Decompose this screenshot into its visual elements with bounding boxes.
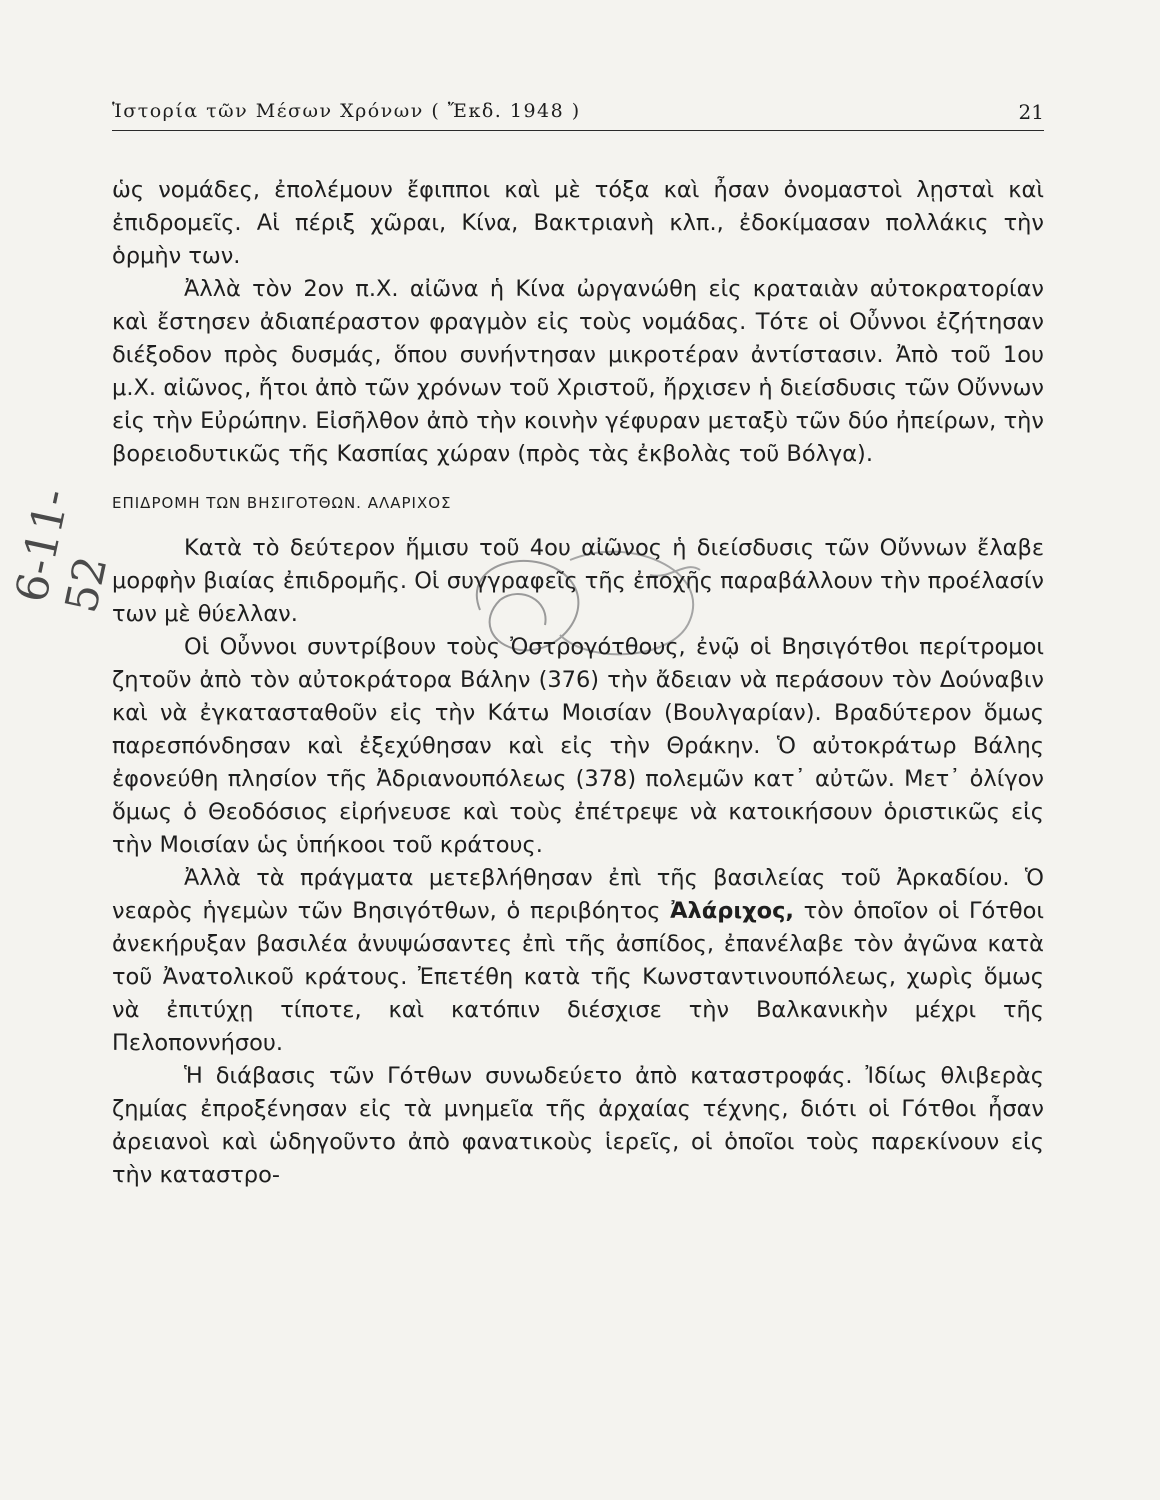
- paragraph: Ἡ διάβασις τῶν Γότθων συνωδεύετο ἀπὸ καταστροφάς. Ἰδίως θλιβερὰς ζημίας ἐπροξένησαν εἰς τὰ μνημεῖα τῆς ἀρχαίας τέχνης, διότι οἱ Γότθοι ἦσαν ἀρειανοὶ καὶ ὡδηγοῦντο ἀπὸ φανατικοὺς ἱερεῖς, οἱ ὁποῖοι τοὺς παρεκίνουν εἰς τὴν καταστρο-: [112, 1063, 1044, 1188]
- running-header: [112, 96, 1044, 131]
- paragraph: ὡς νομάδες, ἐπολέμουν ἔφιπποι καὶ μὲ τόξα καὶ ἦσαν ὀνομαστοὶ λῃσταὶ καὶ ἐπιδρομεῖς. Αἱ πέριξ χῶραι, Κίνα, Βακτριανὴ κλπ., ἐδοκίμασαν πολλάκις τὴν ὁρμὴν των.: [112, 177, 1044, 269]
- section-heading: ΕΠΙΔΡΟΜΗ ΤΩΝ ΒΗΣΙΓΟΤΘΩΝ. ΑΛΑΡΙΧΟΣ: [112, 494, 452, 512]
- page-number: 21: [1018, 100, 1044, 124]
- paragraph: Οἱ Οὖννοι συντρίβουν τοὺς Ὀστρογότθους, ἐνῷ οἱ Βησιγότθοι περίτρομοι ζητοῦν ἀπὸ τὸν αὐτοκράτορα Βάλην (376) τὴν ἄδειαν νὰ περάσουν τὸν Δούναβιν καὶ νὰ ἐγκατασταθοῦν εἰς τὴν Κάτω Μοισίαν (Βουλγαρίαν). Βραδύτερον ὅμως παρεσπόνδησαν καὶ ἐξεχύθησαν καὶ εἰς τὴν Θράκην. Ὁ αὐτοκράτωρ Βάλης ἐφονεύθη πλησίον τῆς Ἀδριανουπόλεως (378) πολεμῶν κατ᾽ αὐτῶν. Μετ᾽ ὀλίγον ὅμως ὁ Θεοδόσιος εἰρήνευσε καὶ τοὺς ἐπέτρεψε νὰ κατοικήσουν ὁριστικῶς εἰς τὴν Μοισίαν ὡς ὑπήκοοι τοῦ κράτους.: [112, 634, 1044, 858]
- paragraph: Ἀλλὰ τὸν 2ον π.Χ. αἰῶνα ἡ Κίνα ὠργανώθη εἰς κραταιὰν αὐτοκρατορίαν καὶ ἔστησεν ἀδιαπέραστον φραγμὸν εἰς τοὺς νομάδας. Τότε οἱ Οὖννοι ἐζήτησαν διέξοδον πρὸς δυσμάς, ὅπου συνήντησαν μικροτέραν ἀντίστασιν. Ἀπὸ τοῦ 1ου μ.Χ. αἰῶνος, ἤτοι ἀπὸ τῶν χρόνων τοῦ Χριστοῦ, ἤρχισεν ἡ διείσδυσις τῶν Οὔννων εἰς τὴν Εὐρώπην. Εἰσῆλθον ἀπὸ τὴν κοινὴν γέφυραν μεταξὺ τῶν δύο ἠπείρων, τὴν βορειοδυτικῶς τῆς Κασπίας χώραν (πρὸς τὰς ἐκβολὰς τοῦ Βόλγα).: [112, 276, 1044, 467]
- header-title: Ἱστορία τῶν Μέσων Χρόνων ( Ἔκδ. 1948 ): [112, 100, 581, 122]
- paragraph-text: τὸν ὁποῖον οἱ Γότθοι ἀνεκήρυξαν βασιλέα ἀνυψώσαντες ἐπὶ τῆς ἀσπίδος, ἐπανέλαβε τὸν ἀγῶνα κατὰ τοῦ Ἀνατολικοῦ κράτους. Ἐπετέθη κατὰ τῆς Κωνσταντινουπόλεως, χωρὶς ὅμως νὰ ἐπιτύχῃ τίποτε, καὶ κατόπιν διέσχισε τὴν Βαλκανικὴν μέχρι τῆς Πελοποννήσου.: [112, 898, 1044, 1056]
- paragraph-text: Ἀλλὰ τὰ πράγματα μετεβλήθησαν ἐπὶ τῆς βασιλείας τοῦ Ἀρκαδίου. Ὁ νεαρὸς ἡγεμὼν τῶν Βησιγότθων, ὁ περιβόητος: [112, 865, 1044, 924]
- emphasized-name: Ἀλάριχος,: [670, 898, 794, 924]
- paragraph: [112, 862, 1044, 1060]
- body-text: [112, 174, 1044, 1192]
- handwritten-margin-note: 6-11-52: [6, 484, 118, 618]
- paragraph: Κατὰ τὸ δεύτερον ἥμισυ τοῦ 4ου αἰῶνος ἡ διείσδυσις τῶν Οὔννων ἔλαβε μορφὴν βιαίας ἐπιδρομῆς. Οἱ συγγραφεῖς τῆς ἐποχῆς παραβάλλουν τὴν προέλασίν των μὲ θύελλαν.: [112, 535, 1044, 627]
